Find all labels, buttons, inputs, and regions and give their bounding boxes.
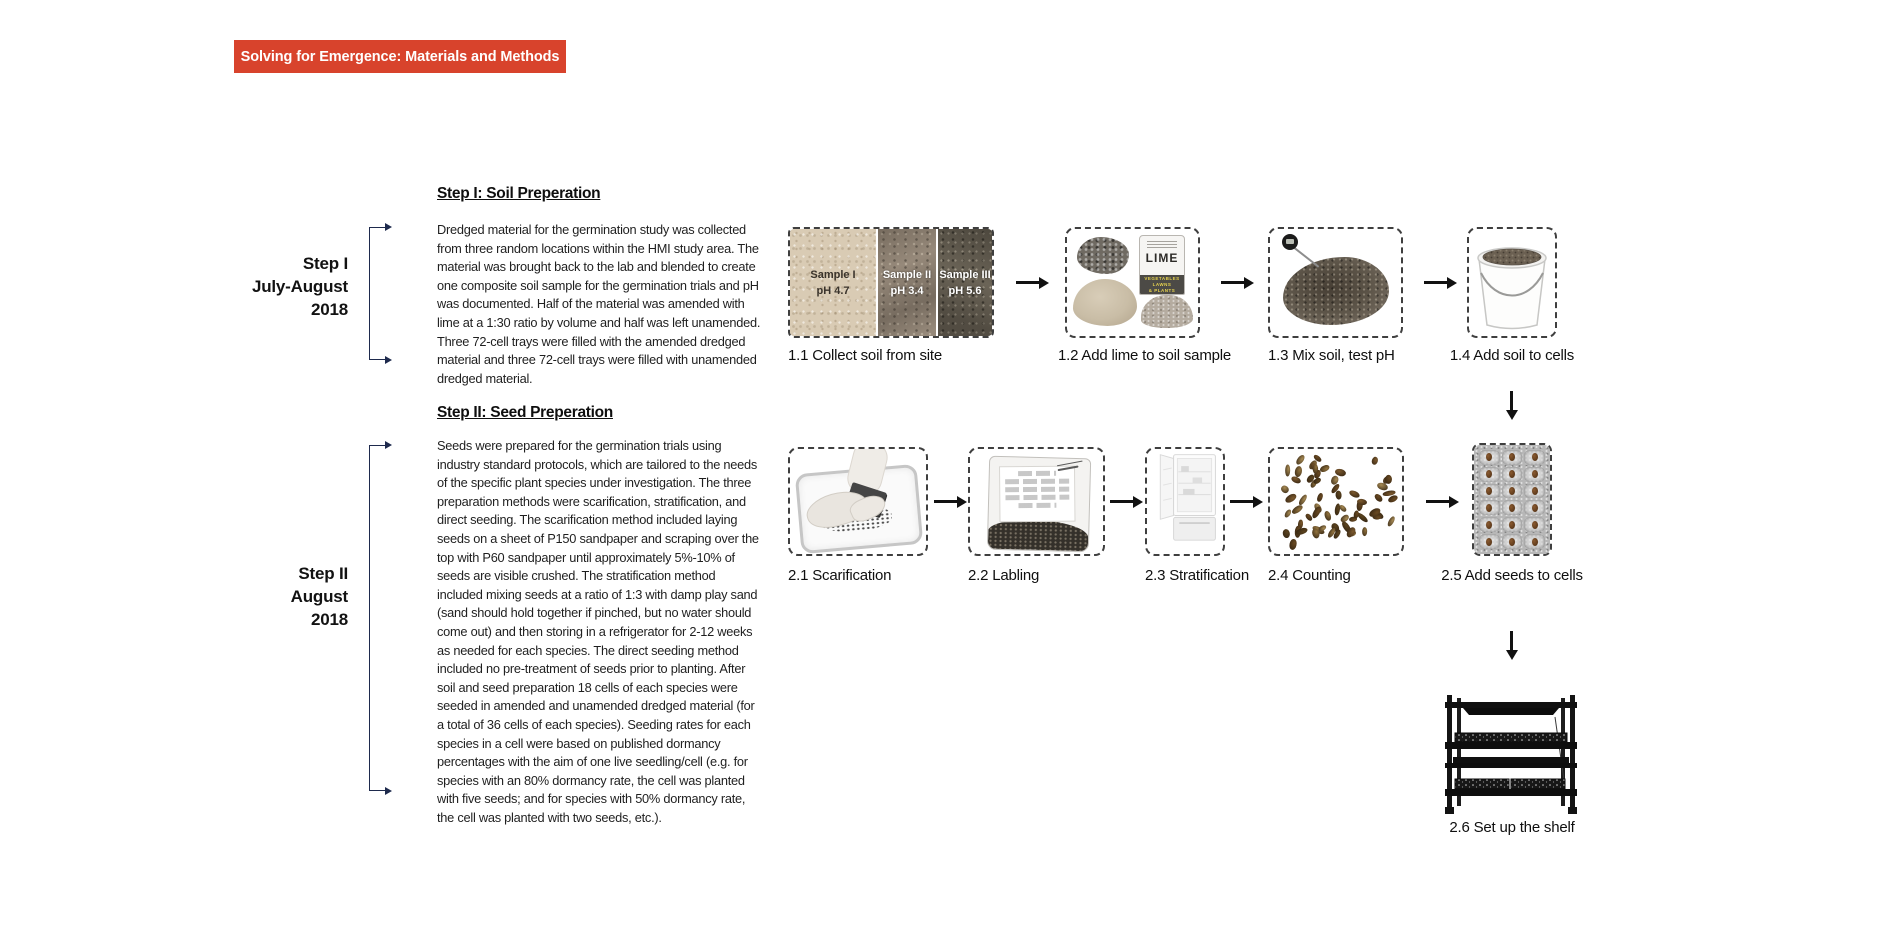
lime-bag-title: LIME — [1145, 251, 1179, 265]
arrow-right-icon — [1110, 500, 1134, 503]
step1-body-text: Dredged material for the germination study was collected from three random locations within the HMI study area. The material was brought back to the lab and blended to create one composite soil sample for the germination trials and pH was documented. Half of the material was amended with lime at a 1:30 ratio by volume and half was left unamended. Three 72-cell trays were filled with the amended dredged material and three 72-cell trays were filled with unamended dredged material. — [437, 222, 761, 386]
tray-cell — [1479, 484, 1500, 499]
tray-cell — [1502, 467, 1523, 482]
cell-seed-graphic — [1532, 504, 1538, 512]
seed-graphic — [1282, 528, 1291, 538]
shelf-graphic — [1443, 693, 1579, 818]
bucket-graphic — [1469, 229, 1555, 336]
tray-cell — [1479, 450, 1500, 465]
step1-label-line2: July-August — [251, 277, 348, 296]
caption-2-5: 2.5 Add seeds to cells — [1441, 567, 1583, 584]
sample-1-name: Sample I — [810, 269, 856, 281]
cell-seed-graphic — [1486, 521, 1492, 529]
seed-graphic — [1295, 454, 1306, 466]
arrow-down-icon — [1510, 631, 1513, 651]
step2-body-text: Seeds were prepared for the germination trials using industry standard protocols, which are tailored to the needs of the specific plant species under investigation. The three preparation methods were scarification, stratification, and direct seeding. The scarification method included laying seeds on a sheet of P150 sandpaper and scraping over the top with P60 sandpaper until approximately 5%-10% of seeds are visible crushed. The stratification method included mixing seeds at a ratio of 1:3 with damp play sand (sand should hold together if pinched, but no water should come out) and then storing in a refrigerator for 2-12 weeks as needed for each species. The direct seeding method included no pre-treatment of seeds prior to planting. After soil and seed preparation 18 cells of each species were seeded in amended and unamended dredged material (for a total of 36 cells of each species). Seeding rates for each species in a cell were based on published dormancy percentages with the aim of one live seedling/cell (e.g. for species with an 80% dormancy rate, the cell was planted with five seeds; and for species with 50% dormancy rate, the cell was planted with two seeds, etc.). — [437, 438, 759, 825]
cell-seed-graphic — [1509, 470, 1515, 478]
cell-seed-graphic — [1509, 538, 1515, 546]
ph-probe-graphic — [1292, 245, 1320, 267]
seed-graphic — [1283, 508, 1292, 519]
tray-cell — [1502, 484, 1523, 499]
arrow-right-icon — [1016, 281, 1040, 284]
sample-3-name: Sample III — [939, 269, 991, 281]
caption-1-1: 1.1 Collect soil from site — [788, 347, 943, 364]
seed-graphic — [1385, 475, 1392, 484]
shelf-image — [1443, 693, 1579, 818]
cell-seed-graphic — [1532, 487, 1538, 495]
lime-bag-band: VEGETABLES LAWNS & PLANTS — [1140, 275, 1184, 294]
title-banner — [234, 40, 566, 73]
arrow-right-icon — [1426, 500, 1450, 503]
sample-2-ph: pH 3.4 — [890, 285, 924, 297]
lime-bag-graphic — [1139, 235, 1185, 295]
cell-seed-graphic — [1532, 521, 1538, 529]
tray-cell — [1524, 450, 1545, 465]
cell-tray-graphic — [1474, 445, 1550, 554]
step1-label-line3: 2018 — [310, 300, 348, 319]
seed-graphic — [1348, 490, 1360, 500]
tray-cell — [1502, 517, 1523, 532]
step1-label-line1: Step I — [302, 254, 348, 273]
tray-cell — [1524, 467, 1545, 482]
sample-2-panel — [878, 229, 936, 336]
seed-graphic — [1357, 498, 1368, 505]
seed-graphic — [1284, 492, 1298, 504]
refrigerator-image — [1145, 447, 1225, 556]
gravel-pile-graphic — [1077, 237, 1129, 274]
step2-bracket — [369, 445, 385, 791]
arrow-right-icon — [934, 500, 958, 503]
cell-seed-graphic — [1509, 504, 1515, 512]
mixed-soil-pile-graphic — [1283, 257, 1389, 325]
tray-cell — [1479, 500, 1500, 515]
cell-seed-graphic — [1486, 538, 1492, 546]
seed-graphic — [1319, 463, 1330, 473]
seed-graphic — [1312, 464, 1317, 474]
tray-cell — [1502, 534, 1523, 549]
cell-seed-graphic — [1486, 470, 1492, 478]
tray-cell — [1502, 500, 1523, 515]
cell-seed-graphic — [1486, 487, 1492, 495]
soil-pile-image — [1268, 227, 1403, 338]
caption-2-6: 2.6 Set up the shelf — [1449, 819, 1575, 836]
sample-1-ph: pH 4.7 — [816, 285, 850, 297]
seed-graphic — [1335, 490, 1342, 500]
cell-seed-graphic — [1509, 453, 1515, 461]
tray-cell — [1502, 450, 1523, 465]
tray-cell — [1524, 534, 1545, 549]
seed-graphic — [1290, 475, 1302, 485]
soil-mound-graphic — [1073, 279, 1137, 326]
seed-graphic — [1387, 494, 1398, 504]
seed-bag-graphic — [987, 456, 1091, 553]
cell-seed-graphic — [1532, 470, 1538, 478]
step1-heading: Step I: Soil Preperation — [437, 185, 601, 202]
sample-3-ph: pH 5.6 — [948, 285, 982, 297]
arrow-right-icon — [1221, 281, 1245, 284]
caption-1-3: 1.3 Mix soil, test pH — [1268, 347, 1395, 364]
caption-2-2: 2.2 Labling — [968, 567, 1040, 584]
arrow-down-icon — [1510, 391, 1513, 411]
step2-label-line1: Step II — [298, 564, 348, 583]
lime-mix-image — [1065, 227, 1200, 338]
sample-3-panel — [938, 229, 992, 336]
bucket-image — [1467, 227, 1557, 338]
step2-side-label — [148, 562, 348, 631]
cell-seed-graphic — [1486, 453, 1492, 461]
cell-tray-image — [1472, 443, 1552, 556]
seed-graphic — [1334, 467, 1346, 476]
seeds-image — [1268, 447, 1404, 556]
cell-seed-graphic — [1532, 538, 1538, 546]
cell-seed-graphic — [1486, 504, 1492, 512]
seed-graphic — [1387, 515, 1396, 527]
tray-cell — [1524, 517, 1545, 532]
handwriting-graphic — [1057, 461, 1085, 480]
arrow-right-icon — [1424, 281, 1448, 284]
sample-2-name: Sample II — [882, 269, 932, 281]
refrigerator-graphic — [1147, 449, 1223, 549]
tray-cell — [1479, 534, 1500, 549]
seed-graphic — [1361, 527, 1366, 536]
seed-graphic — [1289, 538, 1297, 550]
step2-label-line3: 2018 — [310, 610, 348, 629]
caption-2-3: 2.3 Stratification — [1145, 567, 1249, 584]
tray-cell — [1479, 517, 1500, 532]
seed-bag-image — [968, 447, 1105, 556]
step2-heading: Step II: Seed Preperation — [437, 404, 613, 421]
tray-cell — [1524, 500, 1545, 515]
caption-2-4: 2.4 Counting — [1268, 567, 1351, 584]
arrow-right-icon — [1230, 500, 1254, 503]
seed-graphic — [1291, 504, 1304, 516]
sample-1-panel — [790, 229, 876, 336]
seed-graphic — [1279, 484, 1290, 495]
seed-graphic — [1285, 464, 1290, 476]
step2-label-line2: August — [290, 587, 348, 606]
tray-cell — [1524, 484, 1545, 499]
caption-1-4: 1.4 Add soil to cells — [1449, 347, 1575, 364]
caption-1-2: 1.2 Add lime to soil sample — [1058, 347, 1232, 364]
cell-seed-graphic — [1509, 487, 1515, 495]
seed-graphic — [1316, 493, 1323, 503]
seeds-scatter-graphic — [1270, 449, 1402, 554]
cell-seed-graphic — [1532, 453, 1538, 461]
seed-graphic — [1323, 511, 1331, 522]
step1-side-label — [148, 252, 348, 321]
page-title: Solving for Emergence: Materials and Methods — [240, 48, 560, 65]
soil-samples-image — [788, 227, 994, 338]
seed-graphic — [1371, 456, 1379, 465]
caption-2-1: 2.1 Scarification — [788, 567, 892, 584]
cell-seed-graphic — [1509, 521, 1515, 529]
lime-powder-graphic — [1141, 295, 1193, 328]
tray-cell — [1479, 467, 1500, 482]
ph-meter-icon — [1282, 234, 1298, 250]
scarification-image — [788, 447, 928, 556]
step1-bracket — [369, 227, 385, 360]
